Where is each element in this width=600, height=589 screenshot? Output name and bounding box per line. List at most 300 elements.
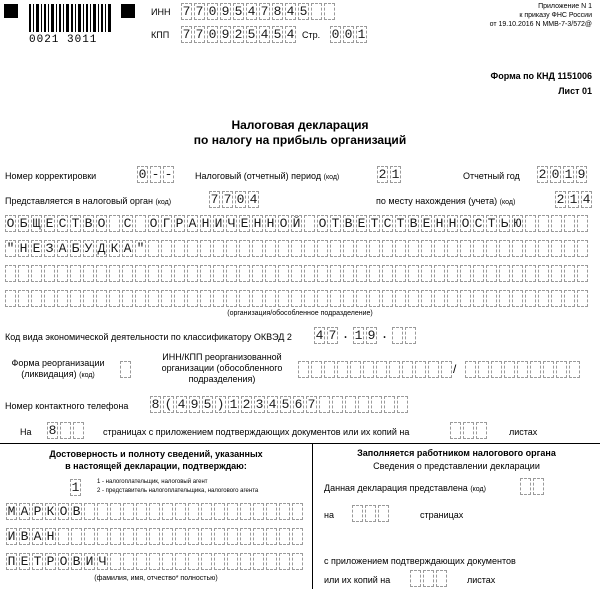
- org-name-cell: [421, 290, 432, 307]
- okved-label: Код вида экономической деятельности по классификатору ОКВЭД 2: [5, 332, 292, 342]
- reorg-label: [5, 358, 111, 381]
- confirm-option: 2 - представитель налогоплательщика, налогового агента: [97, 488, 259, 494]
- last-name-cell: [110, 503, 121, 520]
- org-name-cell: [460, 290, 471, 307]
- location-label: [376, 196, 515, 206]
- org-name-cell: Р: [175, 216, 184, 231]
- patronymic-cell: О: [59, 554, 68, 569]
- org-name-cell: [122, 290, 133, 307]
- first-name-cell: [175, 528, 186, 545]
- org-name-cell: О: [279, 216, 288, 231]
- org-name-cell: [421, 240, 432, 257]
- appendix-line: от 19.10.2016 N ММВ-7-3/572@: [489, 21, 592, 28]
- year-cells: 2 0 1 9: [538, 167, 586, 182]
- org-name-cell: О: [6, 216, 15, 231]
- presented-label-text: Данная декларация представлена: [324, 483, 468, 493]
- last-name-cells: [6, 503, 305, 520]
- last-name-cell: [123, 503, 134, 520]
- org-name-cell: Н: [201, 216, 210, 231]
- org-name-cell: А: [188, 216, 197, 231]
- org-name-cell: [135, 215, 146, 232]
- org-name-cell: [538, 290, 549, 307]
- org-name-cell: [538, 215, 549, 232]
- org-name-cell: [226, 290, 237, 307]
- reorg-inn-cell: [324, 361, 335, 378]
- org-name-cell: Г: [162, 216, 171, 231]
- org-name-cell: О: [461, 216, 470, 231]
- org-name-cell: [5, 265, 16, 282]
- org-name-cell: Т: [396, 216, 405, 231]
- phone-cell: 3: [255, 397, 264, 412]
- org-name-cell: [343, 240, 354, 257]
- reorg-inn-cells: [298, 361, 457, 378]
- patronymic-cell: [253, 553, 264, 570]
- page-title: [0, 118, 600, 148]
- corner-marker: [4, 4, 18, 18]
- org-name-cell: [564, 290, 575, 307]
- org-name-cell: [473, 290, 484, 307]
- location-label-text: по месту нахождения (учета): [376, 196, 498, 206]
- patronymic-cell: [240, 553, 251, 570]
- org-name-cell: [551, 290, 562, 307]
- org-name-cell: [486, 265, 497, 282]
- title-line: Налоговая декларация: [231, 118, 369, 132]
- org-name-cell: Н: [266, 216, 275, 231]
- org-name-cell: Е: [357, 216, 366, 231]
- last-name-cell: [214, 503, 225, 520]
- phone-cell: 7: [307, 397, 316, 412]
- org-name-cell: [499, 290, 510, 307]
- first-name-cell: [292, 528, 303, 545]
- appendix-line: Приложение N 1: [538, 3, 592, 10]
- org-name-cell: Ь: [500, 216, 509, 231]
- org-name-cell: [83, 265, 94, 282]
- org-name-cell: [226, 240, 237, 257]
- org-name-cell: [44, 290, 55, 307]
- org-name-cell: [122, 265, 133, 282]
- barcode-number: 0021 3011: [29, 34, 98, 46]
- org-name-line-1: [5, 215, 597, 233]
- period-label: [195, 171, 339, 181]
- org-name-cell: Е: [422, 216, 431, 231]
- org-name-cell: О: [149, 216, 158, 231]
- org-name-cell: [408, 265, 419, 282]
- org-name-cell: [200, 240, 211, 257]
- org-name-cell: [96, 265, 107, 282]
- org-name-cell: [239, 290, 250, 307]
- org-name-cell: [70, 265, 81, 282]
- org-name-cell: [525, 265, 536, 282]
- reorg-inn-cell: [428, 361, 439, 378]
- org-name-cell: Е: [45, 216, 54, 231]
- patronymic-cell: Т: [33, 554, 42, 569]
- org-name-cell: [213, 265, 224, 282]
- first-name-cell: В: [20, 529, 29, 544]
- org-name-cell: [174, 265, 185, 282]
- year-label: Отчетный год: [463, 171, 520, 181]
- appendix-line: к приказу ФНС России: [519, 12, 592, 19]
- org-name-cell: Т: [487, 216, 496, 231]
- phone-cell: 8: [151, 397, 160, 412]
- location-code-label: (код): [499, 199, 516, 206]
- last-name-cell: [188, 503, 199, 520]
- patronymic-cell: [149, 553, 160, 570]
- org-name-cell: [473, 265, 484, 282]
- phone-cell: [384, 396, 395, 413]
- org-name-cell: Т: [370, 216, 379, 231]
- org-name-cell: [291, 240, 302, 257]
- org-name-cell: [304, 290, 315, 307]
- org-name-cell: [577, 240, 588, 257]
- org-name-cell: [317, 290, 328, 307]
- org-name-cell: [109, 215, 120, 232]
- phone-cell: [345, 396, 356, 413]
- phone-cell: 5: [281, 397, 290, 412]
- org-name-cell: [174, 240, 185, 257]
- org-name-cell: [434, 240, 445, 257]
- org-name-row: [5, 265, 590, 282]
- org-name-line-2: [5, 240, 597, 258]
- last-name-cell: В: [72, 504, 81, 519]
- org-name-cell: [382, 290, 393, 307]
- kpp-cells: 7 7 0 9 2 5 4 5 4: [182, 27, 295, 42]
- last-name-cell: О: [59, 504, 68, 519]
- last-name-cell: [253, 503, 264, 520]
- with-docs-label: с приложением подтверждающих документов: [324, 556, 516, 566]
- first-name-cell: [253, 528, 264, 545]
- confirm-code: 1: [71, 480, 80, 495]
- patronymic-cell: [266, 553, 277, 570]
- last-name-cell: [227, 503, 238, 520]
- org-name-cell: [408, 290, 419, 307]
- phone-cell: [371, 396, 382, 413]
- org-name-cell: Е: [32, 241, 41, 256]
- pages-value: 8: [48, 423, 57, 438]
- org-name-cell: У: [84, 241, 93, 256]
- org-name-cell: [57, 265, 68, 282]
- first-name-cell: [266, 528, 277, 545]
- inn-cells: 7 7 0 9 5 4 7 8 4 5: [181, 3, 337, 20]
- reorg-kpp-cell: [517, 361, 528, 378]
- org-name-row: [5, 290, 590, 307]
- org-name-cell: К: [110, 241, 119, 256]
- patronymic-cell: [123, 553, 134, 570]
- org-name-cell: Н: [19, 241, 28, 256]
- org-name-cell: [486, 240, 497, 257]
- reorg-kpp-cell: [543, 361, 554, 378]
- phone-cell: 4: [268, 397, 277, 412]
- org-name-cell: [265, 265, 276, 282]
- first-name-cell: А: [33, 529, 42, 544]
- pages-text: страницах с приложением подтверждающих документов или их копий на: [103, 427, 410, 437]
- org-name-cell: [525, 215, 536, 232]
- officer-pages-cells: [352, 505, 391, 522]
- phone-cells: [150, 396, 410, 413]
- officer-title: Заполняется работником налогового органа: [357, 448, 556, 458]
- reorg-cells: [120, 361, 133, 378]
- patronymic-cells: [6, 553, 305, 570]
- reorg-kpp-cell: [491, 361, 502, 378]
- reorg-kpp-cell: [556, 361, 567, 378]
- sheets-label: листах: [509, 427, 538, 437]
- org-name-cell: Й: [292, 216, 301, 231]
- org-name-cell: З: [45, 241, 54, 256]
- last-name-cell: [175, 503, 186, 520]
- pages-cells: [47, 422, 86, 439]
- org-name-cell: [83, 290, 94, 307]
- org-name-cell: [226, 265, 237, 282]
- reorg-inn-cell: [311, 361, 322, 378]
- phone-label: Номер контактного телефона: [5, 401, 129, 411]
- patronymic-cell: В: [72, 554, 81, 569]
- first-name-cells: [6, 528, 305, 545]
- sheets-cells: [450, 422, 489, 439]
- last-name-cell: [162, 503, 173, 520]
- org-name-cell: Ч: [227, 216, 236, 231]
- phone-cell: 1: [229, 397, 238, 412]
- org-name-cell: [278, 290, 289, 307]
- org-name-cell: [577, 265, 588, 282]
- patronymic-cell: [214, 553, 225, 570]
- period-code-label: (код): [323, 174, 340, 181]
- org-name-cell: [577, 290, 588, 307]
- org-name-cell: [109, 265, 120, 282]
- org-name-cell: [564, 240, 575, 257]
- first-name-cell: [136, 528, 147, 545]
- org-name-cell: [330, 265, 341, 282]
- reorg-inn-label-line: подразделения): [188, 374, 256, 384]
- org-name-cell: [148, 240, 159, 257]
- org-name-cell: Т: [71, 216, 80, 231]
- location-cells: 2 1 4: [556, 192, 591, 207]
- last-name-cell: [240, 503, 251, 520]
- first-name-cell: [201, 528, 212, 545]
- confirm-title-line: Достоверность и полноту сведений, указанных: [49, 449, 263, 459]
- org-name-cell: Н: [435, 216, 444, 231]
- org-name-cell: Щ: [32, 216, 41, 231]
- org-name-cell: [447, 240, 458, 257]
- org-name-cell: [460, 240, 471, 257]
- reorg-inn-cell: [376, 361, 387, 378]
- org-name-cell: [421, 265, 432, 282]
- first-name-cell: [123, 528, 134, 545]
- org-name-cell: [265, 240, 276, 257]
- org-name-cell: [252, 265, 263, 282]
- phone-cell: [332, 396, 343, 413]
- confirm-title: [0, 448, 312, 472]
- org-name-cell: [200, 265, 211, 282]
- page-cells: 0 0 1: [331, 27, 366, 42]
- org-name-cell: [70, 290, 81, 307]
- org-name-cell: [343, 290, 354, 307]
- org-name-cell: [369, 265, 380, 282]
- org-name-cell: [525, 290, 536, 307]
- org-name-line-3: [5, 265, 597, 283]
- pages-prefix: На: [20, 427, 32, 437]
- org-name-cell: [395, 240, 406, 257]
- org-name-cell: О: [97, 216, 106, 231]
- patronymic-cell: [279, 553, 290, 570]
- org-name-cell: [31, 265, 42, 282]
- org-name-cell: [200, 290, 211, 307]
- org-name-cell: А: [123, 241, 132, 256]
- reorg-inn-cell: [337, 361, 348, 378]
- org-name-cell: [161, 265, 172, 282]
- org-name-cell: [187, 290, 198, 307]
- org-name-cell: [434, 290, 445, 307]
- presented-code-label: (код): [470, 486, 486, 493]
- patronymic-cell: [201, 553, 212, 570]
- org-name-cell: [213, 290, 224, 307]
- phone-cell: 6: [294, 397, 303, 412]
- last-name-cell: Р: [33, 504, 42, 519]
- last-name-cell: [149, 503, 160, 520]
- first-name-cell: [227, 528, 238, 545]
- form-code: Форма по КНД 1151006: [490, 71, 592, 81]
- org-name-cell: [577, 215, 588, 232]
- org-name-cell: [356, 290, 367, 307]
- org-name-cell: [460, 265, 471, 282]
- org-name-cell: [304, 215, 315, 232]
- org-name-cell: [252, 240, 263, 257]
- patronymic-cell: Ч: [98, 554, 107, 569]
- phone-cell: 4: [177, 397, 186, 412]
- corner-marker: [121, 4, 135, 18]
- first-name-cell: [279, 528, 290, 545]
- first-name-cell: [71, 528, 82, 545]
- org-name-cell: [447, 290, 458, 307]
- org-name-cell: Д: [97, 241, 106, 256]
- reorg-label-line: [5, 369, 111, 381]
- org-name-cell: Н: [253, 216, 262, 231]
- org-name-cell: Е: [240, 216, 249, 231]
- confirm-options: [97, 478, 258, 496]
- last-name-cell: [266, 503, 277, 520]
- reorg-inn-cell: [350, 361, 361, 378]
- patronymic-cell: И: [85, 554, 94, 569]
- org-name-cell: [174, 290, 185, 307]
- org-name-cell: [551, 240, 562, 257]
- reorg-kpp-cells: [465, 361, 582, 378]
- org-name-cell: [551, 215, 562, 232]
- phone-cell: [397, 396, 408, 413]
- reorg-kpp-cell: [504, 361, 515, 378]
- org-name-cell: [382, 265, 393, 282]
- org-name-cell: [135, 265, 146, 282]
- first-name-cell: И: [7, 529, 16, 544]
- org-caption: (организация/обособленное подразделение): [227, 310, 373, 317]
- org-name-cell: [109, 290, 120, 307]
- patronymic-cell: Р: [46, 554, 55, 569]
- org-name-cell: [499, 265, 510, 282]
- last-name-cell: М: [7, 504, 16, 519]
- last-name-cell: [84, 503, 95, 520]
- last-name-cell: [201, 503, 212, 520]
- org-name-cell: С: [58, 216, 67, 231]
- kpp-label: КПП: [151, 30, 170, 40]
- org-name-cell: [447, 265, 458, 282]
- correction-label: Номер корректировки: [5, 171, 97, 181]
- phone-cell: [319, 396, 330, 413]
- org-name-cell: [486, 290, 497, 307]
- org-name-row: [5, 215, 590, 232]
- sheet-number: Лист 01: [558, 86, 592, 96]
- org-name-row: [5, 240, 590, 257]
- first-name-cell: [97, 528, 108, 545]
- authority-code-label: (код): [155, 199, 172, 206]
- patronymic-cell: П: [7, 554, 16, 569]
- org-name-cell: [18, 290, 29, 307]
- first-name-cell: [149, 528, 160, 545]
- org-name-cell: [161, 290, 172, 307]
- org-name-cell: С: [383, 216, 392, 231]
- authority-label-text: Представляется в налоговый орган: [5, 196, 153, 206]
- period-label-text: Налоговый (отчетный) период: [195, 171, 322, 181]
- officer-on-label: на: [324, 510, 334, 520]
- org-name-cell: [317, 240, 328, 257]
- org-name-cell: [44, 265, 55, 282]
- reorg-inn-label: [148, 352, 296, 385]
- org-name-cell: [512, 240, 523, 257]
- reorg-inn-label-line: ИНН/КПП реорганизованной: [162, 352, 282, 362]
- last-name-cell: [136, 503, 147, 520]
- patronymic-cell: [136, 553, 147, 570]
- org-name-cell: [538, 265, 549, 282]
- org-name-cell: [304, 265, 315, 282]
- org-name-cell: О: [318, 216, 327, 231]
- last-name-cell: [292, 503, 303, 520]
- org-name-cell: Т: [331, 216, 340, 231]
- reorg-inn-cell: [298, 361, 309, 378]
- org-name-cell: [135, 290, 146, 307]
- org-name-cell: [538, 240, 549, 257]
- org-name-cell: [317, 265, 328, 282]
- correction-cells: 0 - -: [138, 167, 173, 182]
- org-name-cell: [512, 265, 523, 282]
- reorg-inn-cell: [363, 361, 374, 378]
- org-name-cell: [278, 240, 289, 257]
- org-name-cell: Ю: [513, 216, 522, 231]
- patronymic-cell: [110, 553, 121, 570]
- org-name-cell: [213, 240, 224, 257]
- org-name-cell: [96, 290, 107, 307]
- org-name-line-4: [5, 290, 597, 308]
- org-name-cell: С: [474, 216, 483, 231]
- org-name-cell: В: [84, 216, 93, 231]
- first-name-cell: [58, 528, 69, 545]
- org-name-cell: [265, 290, 276, 307]
- first-name-cell: [240, 528, 251, 545]
- confirm-code-cell: [70, 479, 83, 496]
- presented-label: [324, 483, 486, 493]
- org-name-cell: [408, 240, 419, 257]
- inn-label: ИНН: [151, 7, 171, 17]
- org-name-cell: [291, 290, 302, 307]
- phone-cell: [358, 396, 369, 413]
- org-name-cell: [330, 240, 341, 257]
- reorg-inn-cell: [402, 361, 413, 378]
- first-name-cell: Н: [46, 529, 55, 544]
- org-name-cell: [369, 240, 380, 257]
- org-name-cell: [356, 265, 367, 282]
- org-name-cell: [395, 265, 406, 282]
- org-name-cell: ": [136, 241, 145, 256]
- phone-cell: 5: [203, 397, 212, 412]
- reorg-kpp-cell: [530, 361, 541, 378]
- officer-pages-label: страницах: [420, 510, 464, 520]
- first-name-cell: [84, 528, 95, 545]
- reorg-kpp-cell: [569, 361, 580, 378]
